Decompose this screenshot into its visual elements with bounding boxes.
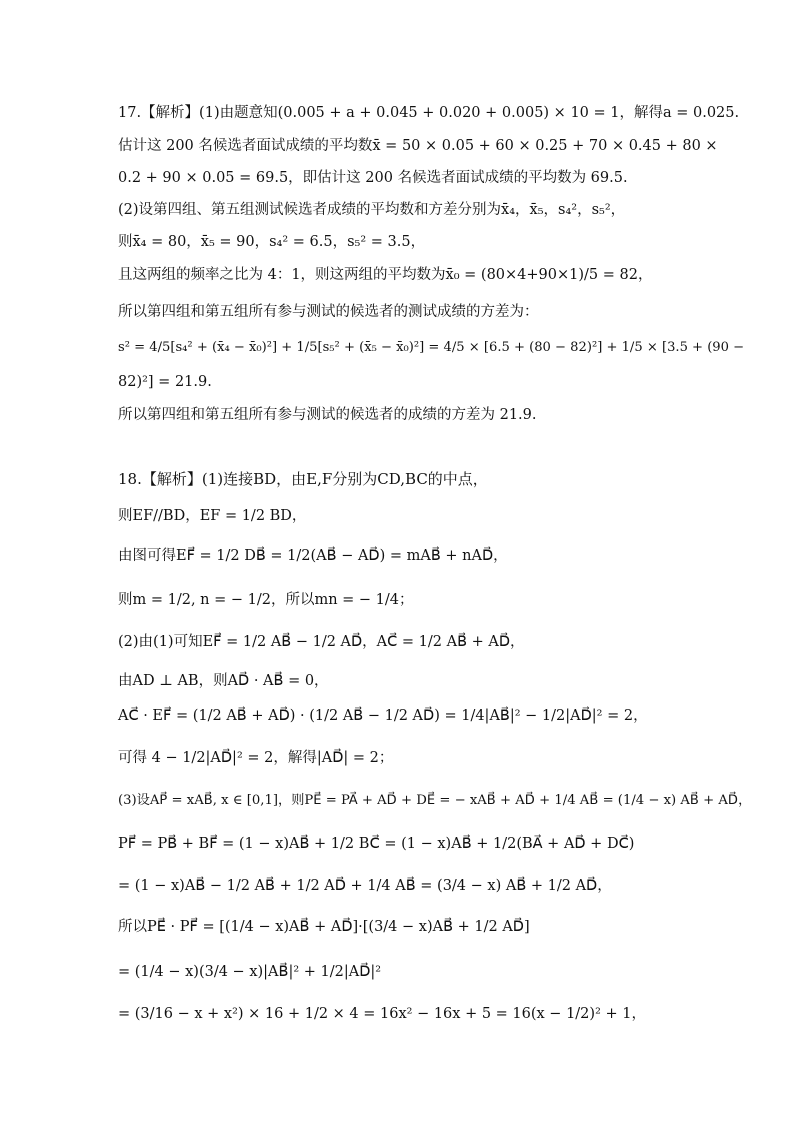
problem-18-line-7: AC⃗ · EF⃗ = (1/2 AB⃗ + AD⃗) · (1/2 AB⃗ − 1/2 AD⃗) = 1/4|AB⃗|² − 1/2|AD⃗|² = 2，: [118, 708, 648, 724]
problem-18-line-12: 所以PE⃗ · PF⃗ = [(1/4 − x)AB⃗ + AD⃗]·[(3/4 − x)AB⃗ + 1/2 AD⃗]: [118, 919, 530, 935]
problem-18-line-6: 由AD ⊥ AB，则AD⃗ · AB⃗ = 0，: [118, 673, 329, 689]
problem-17-line-3: 0.2 + 90 × 0.05 = 69.5，即估计这 200 名候选者面试成绩的平均数为 69.5.: [118, 170, 628, 186]
problem-17-line-6: 且这两组的频率之比为 4：1，则这两组的平均数为x̄₀ = (80×4+90×1)/5 = 82，: [118, 267, 653, 283]
problem-18-line-5: (2)由(1)可知EF⃗ = 1/2 AB⃗ − 1/2 AD⃗，AC⃗ = 1/2 AB⃗ + AD⃗，: [118, 634, 525, 650]
problem-18-line-10: PF⃗ = PB⃗ + BF⃗ = (1 − x)AB⃗ + 1/2 BC⃗ = (1 − x)AB⃗ + 1/2(BA⃗ + AD⃗ + DC⃗): [118, 836, 635, 852]
problem-17-line-9: 82)²] = 21.9.: [118, 374, 212, 390]
problem-17-line-4: (2)设第四组、第五组测试候选者成绩的平均数和方差分别为x̄₄，x̄₅，s₄²，s₅²，: [118, 202, 626, 218]
problem-18-line-8: 可得 4 − 1/2|AD⃗|² = 2，解得|AD⃗| = 2；: [118, 750, 394, 766]
problem-17-line-2: 估计这 200 名候选者面试成绩的平均数x̄ = 50 × 0.05 + 60 × 0.25 + 70 × 0.45 + 80 ×: [118, 138, 718, 154]
problem-18-line-4: 则m = 1/2, n = − 1/2，所以mn = − 1/4；: [118, 592, 414, 608]
problem-18-line-11: = (1 − x)AB⃗ − 1/2 AB⃗ + 1/2 AD⃗ + 1/4 AB⃗ = (3/4 − x) AB⃗ + 1/2 AD⃗，: [118, 878, 612, 894]
problem-17-line-8: s² = 4/5[s₄² + (x̄₄ − x̄₀)²] + 1/5[s₅² + (x̄₅ − x̄₀)²] = 4/5 × [6.5 + (80 − 82)²] + 1/5 × [3.5 + (90 −: [118, 340, 745, 355]
problem-18-line-9: (3)设AP⃗ = xAB⃗, x ∈ [0,1]，则PE⃗ = PA⃗ + AD⃗ + DE⃗ = − xAB⃗ + AD⃗ + 1/4 AB⃗ = (1/4 − x) AB⃗ + AD⃗，: [118, 793, 752, 808]
problem-17-line-1: 17.【解析】(1)由题意知(0.005 + a + 0.045 + 0.020 + 0.005) × 10 = 1，解得a = 0.025.: [118, 105, 740, 121]
problem-17-line-10: 所以第四组和第五组所有参与测试的候选者的成绩的方差为 21.9.: [118, 407, 537, 423]
problem-18-line-14: = (3/16 − x + x²) × 16 + 1/2 × 4 = 16x² − 16x + 5 = 16(x − 1/2)² + 1，: [118, 1006, 646, 1022]
problem-17-line-7: 所以第四组和第五组所有参与测试的候选者的测试成绩的方差为：: [118, 304, 539, 320]
problem-18-line-13: = (1/4 − x)(3/4 − x)|AB⃗|² + 1/2|AD⃗|²: [118, 964, 382, 980]
problem-17-line-5: 则x̄₄ = 80，x̄₅ = 90，s₄² = 6.5，s₅² = 3.5，: [118, 234, 426, 250]
problem-18-line-3: 由图可得EF⃗ = 1/2 DB⃗ = 1/2(AB⃗ − AD⃗) = mAB⃗ + nAD⃗，: [118, 548, 508, 564]
problem-18-line-2: 则EF//BD，EF = 1/2 BD，: [118, 508, 307, 524]
problem-18-line-1: 18.【解析】(1)连接BD，由E,F分别为CD,BC的中点，: [118, 470, 488, 488]
